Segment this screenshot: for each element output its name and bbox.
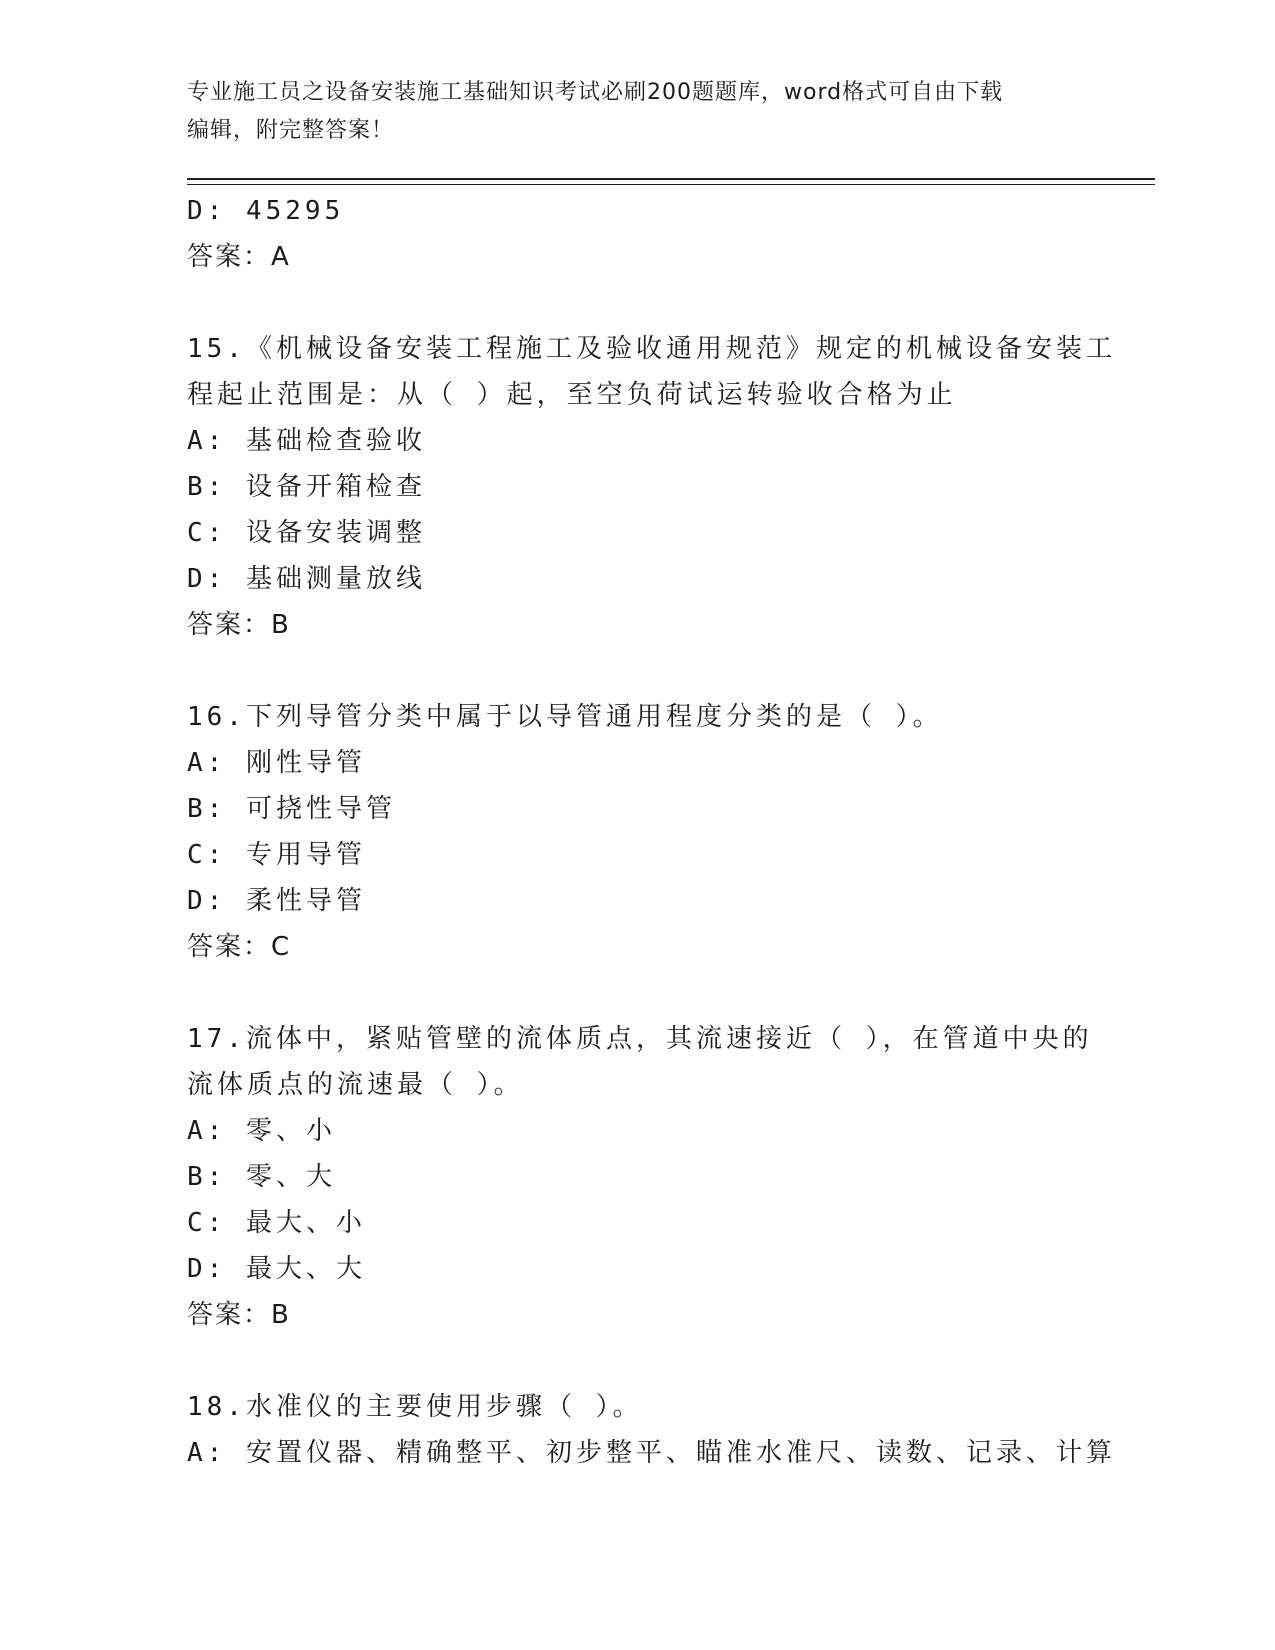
question-text-cont: 流体质点的流速最（ ）。	[187, 1070, 524, 1100]
option-b: B: 零、大	[187, 1162, 336, 1192]
question-text: 16.下列导管分类中属于以导管通用程度分类的是（ ）。	[187, 702, 943, 732]
spacer	[187, 1338, 1107, 1384]
document-header	[187, 74, 1087, 150]
header-divider-top	[187, 178, 1155, 180]
header-divider-bottom	[187, 184, 1155, 185]
option-b: B: 可挠性导管	[187, 794, 396, 824]
option-d: D: 最大、大	[187, 1254, 366, 1284]
option-d: D: 基础测量放线	[187, 564, 426, 594]
answer-line: 答案：C	[187, 932, 292, 962]
option-a: A: 零、小	[187, 1116, 336, 1146]
question-16	[187, 694, 1107, 970]
question-text: 17.流体中，紧贴管壁的流体质点，其流速接近（ ），在管道中央的	[187, 1024, 1093, 1054]
answer-line: 答案：B	[187, 610, 291, 640]
question-18	[187, 1384, 1116, 1476]
option-c: C: 设备安装调整	[187, 518, 426, 548]
option-a: A: 安置仪器、精确整平、初步整平、瞄准水准尺、读数、记录、计算	[187, 1438, 1116, 1468]
option-c: C: 专用导管	[187, 840, 366, 870]
question-list	[187, 188, 1116, 1476]
question-15	[187, 326, 1116, 648]
spacer	[187, 970, 1107, 1016]
option-d: D: 45295	[187, 196, 345, 226]
spacer	[187, 648, 1107, 694]
option-a: A: 基础检查验收	[187, 426, 426, 456]
question-text: 18.水准仪的主要使用步骤（ ）。	[187, 1392, 643, 1422]
option-d: D: 柔性导管	[187, 886, 366, 916]
answer-line: 答案：A	[187, 242, 291, 272]
spacer	[187, 280, 1107, 326]
option-b: B: 设备开箱检查	[187, 472, 426, 502]
question-text: 15.《机械设备安装工程施工及验收通用规范》规定的机械设备安装工	[187, 334, 1116, 364]
header-line-1: 专业施工员之设备安装施工基础知识考试必刷200题题库，word格式可自由下载	[187, 80, 1004, 105]
question-17	[187, 1016, 1107, 1338]
header-line-2: 编辑，附完整答案！	[187, 118, 395, 143]
question-text-cont: 程起止范围是：从（ ）起，至空负荷试运转验收合格为止	[187, 380, 957, 410]
answer-line: 答案：B	[187, 1300, 291, 1330]
option-a: A: 刚性导管	[187, 748, 366, 778]
option-c: C: 最大、小	[187, 1208, 366, 1238]
